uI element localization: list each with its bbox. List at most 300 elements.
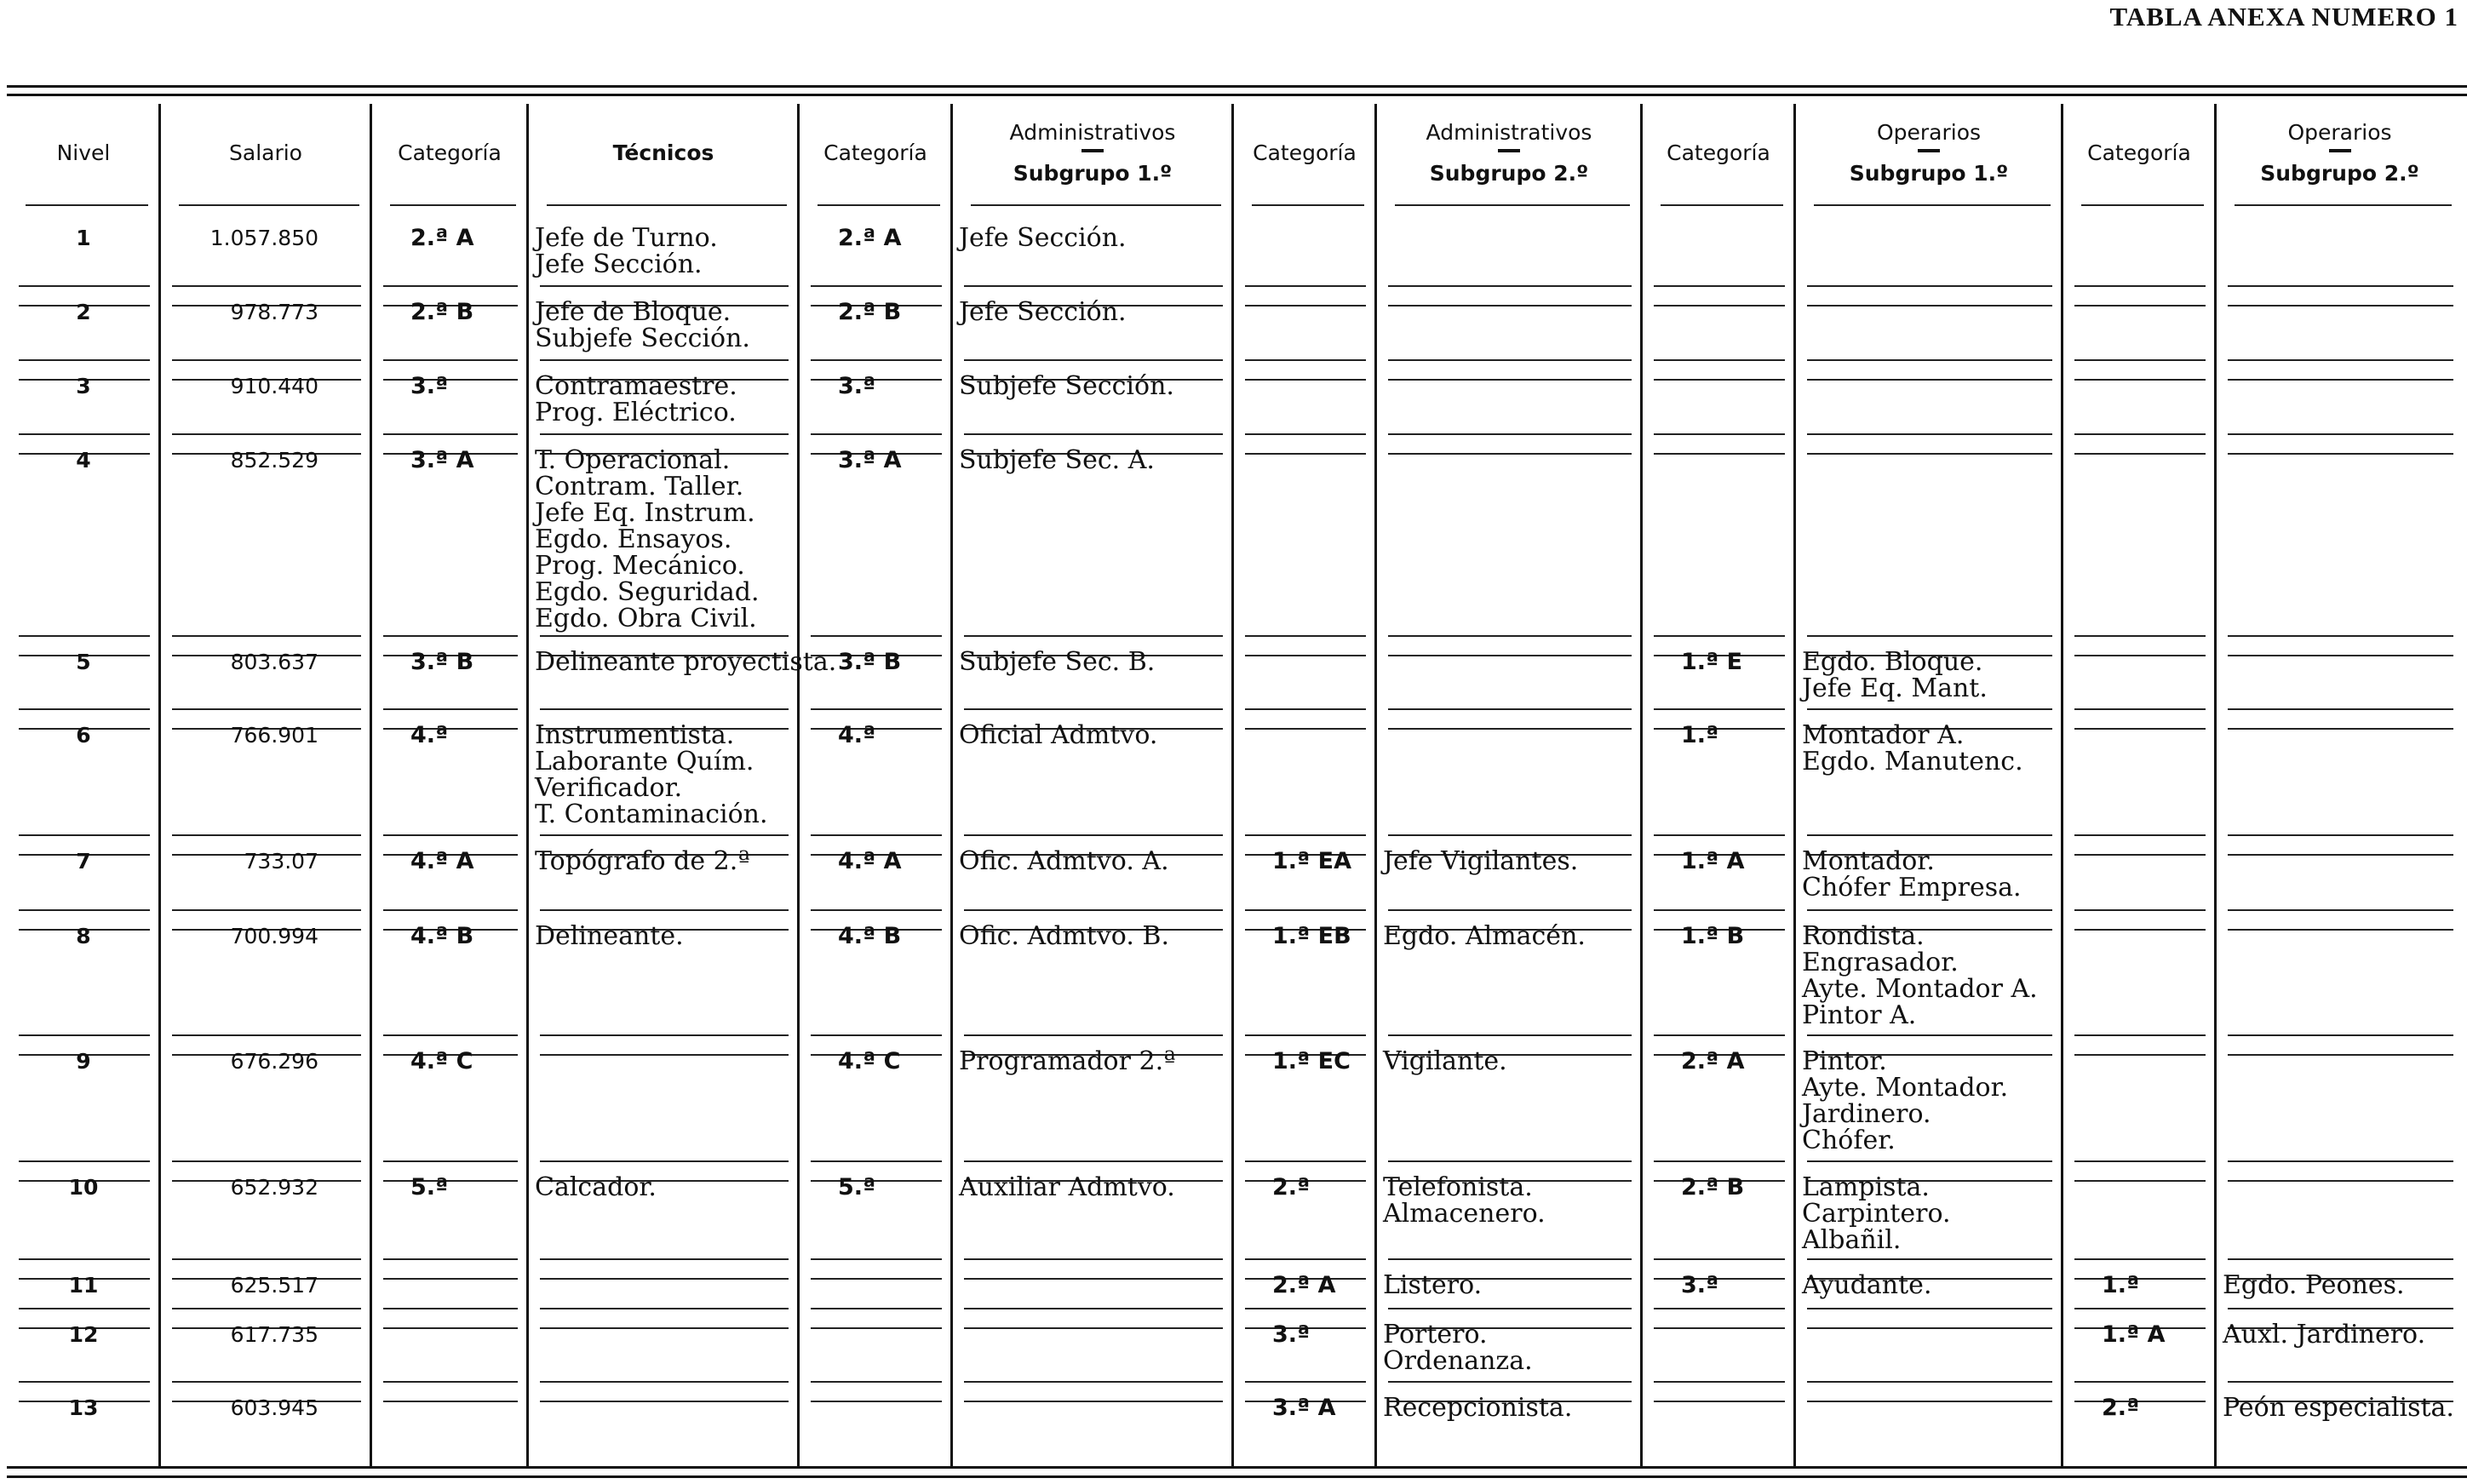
cell-salario-13: 603.945 [230, 1395, 318, 1420]
row-top-rule [540, 285, 789, 287]
row-top-rule [383, 635, 518, 637]
row-separator [2228, 379, 2453, 381]
header-underline [1395, 204, 1630, 206]
row-top-rule [2228, 708, 2453, 710]
row-separator [2228, 929, 2453, 931]
row-top-rule [2074, 708, 2206, 710]
cell-line: Chófer Empresa. [1802, 873, 2022, 902]
row-top-rule [1388, 1308, 1632, 1309]
row-top-rule [172, 834, 361, 836]
cell-line: Jefe Eq. Mant. [1802, 673, 1988, 703]
cell-cat_tec-7: 4.ª A [410, 848, 474, 874]
row-top-rule [172, 1308, 361, 1309]
cell-line: Albañil. [1802, 1225, 1902, 1255]
cell-line: Telefonista. [1383, 1172, 1533, 1202]
cell-line: Prog. Mecánico. [535, 551, 745, 581]
row-top-rule [1245, 359, 1366, 361]
cell-cat_adm2-8: 1.ª EB [1272, 923, 1351, 949]
row-top-rule [1245, 1160, 1366, 1162]
cell-line: Jefe Eq. Instrum. [535, 498, 755, 528]
cell-adm2-13 [1376, 1395, 1642, 1421]
cell-adm2-8 [1376, 923, 1642, 949]
cell-cat_tec-9: 4.ª C [410, 1048, 473, 1074]
col-administrativos-1 [952, 102, 1233, 1464]
row-top-rule [1245, 1258, 1366, 1260]
cell-line: Jefe de Turno. [535, 223, 718, 253]
row-top-rule [1654, 1381, 1785, 1383]
row-separator [1807, 1327, 2052, 1329]
cell-line: Listero. [1383, 1270, 1483, 1300]
cell-cat_adm1-8: 4.ª B [838, 923, 902, 949]
row-separator [2074, 305, 2206, 307]
row-top-rule [2228, 1034, 2453, 1036]
cell-line: Contram. Taller. [535, 472, 744, 501]
header-underline [818, 204, 940, 206]
row-separator [2228, 1180, 2453, 1182]
column-divider [1793, 104, 1796, 1466]
row-top-rule [540, 909, 789, 911]
header-underline [547, 204, 787, 206]
row-top-rule [964, 1308, 1223, 1309]
cell-line: Calcador. [535, 1172, 657, 1202]
header-underline [2235, 204, 2452, 206]
row-top-rule [383, 285, 518, 287]
cell-cat_adm1-5: 3.ª B [838, 649, 902, 675]
cell-line: Jefe de Bloque. [535, 297, 731, 327]
row-top-rule [964, 433, 1223, 435]
row-separator [964, 1278, 1223, 1280]
cell-cat_adm1-10: 5.ª [838, 1174, 876, 1200]
row-top-rule [383, 1308, 518, 1309]
row-top-rule [2228, 1308, 2453, 1309]
row-top-rule [964, 359, 1223, 361]
row-top-rule [19, 359, 150, 361]
row-top-rule [2228, 359, 2453, 361]
row-top-rule [383, 1034, 518, 1036]
cell-line: Jefe Sección. [959, 297, 1127, 327]
row-top-rule [540, 1034, 789, 1036]
row-top-rule [811, 285, 942, 287]
cell-line: Egdo. Almacén. [1383, 921, 1586, 951]
cell-cat_adm1-9: 4.ª C [838, 1048, 901, 1074]
col-operarios-1 [1795, 102, 2063, 1464]
col-categoria-tecnicos [371, 102, 528, 1464]
cell-nivel-3: 3 [76, 374, 91, 398]
column-header [160, 102, 371, 204]
cell-line: Jefe Sección. [535, 249, 703, 279]
row-top-rule [811, 1160, 942, 1162]
row-top-rule [1388, 1034, 1632, 1036]
row-top-rule [172, 635, 361, 637]
row-top-rule [1807, 1160, 2052, 1162]
header-label: Administrativos [1426, 120, 1592, 145]
row-top-rule [2228, 285, 2453, 287]
cell-line: Subjefe Sec. B. [959, 647, 1156, 677]
row-top-rule [2228, 1258, 2453, 1260]
col-nivel [7, 102, 160, 1464]
column-header [2063, 102, 2216, 204]
cell-op2-12 [2216, 1321, 2464, 1348]
header-dash [2329, 149, 2351, 152]
row-separator [540, 1054, 789, 1056]
row-separator [1388, 728, 1632, 730]
cell-nivel-1: 1 [76, 226, 91, 250]
cell-adm1-2 [952, 299, 1233, 325]
cell-cat_op1-10: 2.ª B [1681, 1174, 1745, 1200]
cell-line: Ofic. Admtvo. A. [959, 846, 1169, 876]
header-label: Salario [229, 140, 302, 165]
col-categoria-adm1 [799, 102, 952, 1464]
row-top-rule [2228, 433, 2453, 435]
row-top-rule [19, 1308, 150, 1309]
cell-line: Montador. [1802, 846, 1935, 876]
cell-line: Subjefe Sección. [959, 371, 1174, 401]
row-top-rule [2074, 1160, 2206, 1162]
cell-line: Auxl. Jardinero. [2223, 1320, 2426, 1349]
cell-line: Oficial Admtvo. [959, 720, 1158, 750]
cell-salario-2: 978.773 [230, 300, 318, 324]
cell-op2-11 [2216, 1272, 2464, 1298]
row-top-rule [964, 909, 1223, 911]
row-separator [1654, 305, 1785, 307]
row-top-rule [2074, 834, 2206, 836]
cell-tecnicos-4 [528, 447, 799, 632]
row-separator [383, 1401, 518, 1402]
row-top-rule [1245, 1381, 1366, 1383]
cell-cat_op2-11: 1.ª [2102, 1272, 2140, 1298]
row-top-rule [19, 909, 150, 911]
cell-line: Topógrafo de 2.ª [535, 846, 750, 876]
bottom-rule-2 [7, 1475, 2467, 1478]
row-top-rule [19, 708, 150, 710]
header-label: Categoría [2087, 140, 2191, 165]
cell-adm1-7 [952, 848, 1233, 874]
row-separator [2074, 1180, 2206, 1182]
cell-line: Portero. [1383, 1320, 1488, 1349]
row-top-rule [1388, 635, 1632, 637]
row-top-rule [540, 433, 789, 435]
row-top-rule [383, 708, 518, 710]
cell-adm1-8 [952, 923, 1233, 949]
cell-nivel-4: 4 [76, 448, 91, 473]
column-header [371, 102, 528, 204]
row-top-rule [172, 285, 361, 287]
row-top-rule [1807, 1308, 2052, 1309]
row-top-rule [2074, 1034, 2206, 1036]
cell-cat_adm2-7: 1.ª EA [1272, 848, 1352, 874]
row-top-rule [540, 359, 789, 361]
row-top-rule [2074, 285, 2206, 287]
row-separator [811, 1278, 942, 1280]
row-top-rule [964, 1160, 1223, 1162]
row-separator [2228, 854, 2453, 856]
header-label: Categoría [398, 140, 502, 165]
row-separator [964, 1327, 1223, 1329]
cell-cat_adm1-3: 3.ª [838, 373, 876, 399]
cell-tecnicos-5 [528, 647, 837, 677]
header-underline [390, 204, 516, 206]
cell-cat_op1-9: 2.ª A [1681, 1048, 1745, 1074]
cell-tecnicos-1 [528, 225, 799, 278]
cell-line: Instrumentista. [535, 720, 735, 750]
cell-op1-6 [1795, 722, 2063, 775]
row-top-rule [19, 433, 150, 435]
row-top-rule [172, 1160, 361, 1162]
cell-line: Ofic. Admtvo. B. [959, 921, 1169, 951]
column-header [2216, 102, 2464, 204]
cell-nivel-2: 2 [76, 300, 91, 324]
cell-cat_tec-6: 4.ª [410, 722, 449, 748]
cell-line: Egdo. Ensayos. [535, 524, 732, 554]
row-top-rule [383, 909, 518, 911]
row-top-rule [383, 1258, 518, 1260]
row-top-rule [1807, 909, 2052, 911]
cell-adm1-4 [952, 447, 1233, 473]
cell-line: Delineante proyectista. [535, 647, 837, 677]
row-separator [1245, 728, 1366, 730]
cell-line: Jefe Vigilantes. [1383, 846, 1579, 876]
cell-line: Ayte. Montador. [1802, 1073, 2009, 1103]
row-top-rule [1245, 635, 1366, 637]
row-separator [2228, 1054, 2453, 1056]
row-top-rule [1654, 1308, 1785, 1309]
cell-nivel-6: 6 [76, 723, 91, 748]
row-top-rule [172, 1258, 361, 1260]
row-top-rule [172, 708, 361, 710]
row-separator [2228, 655, 2453, 656]
column-header [528, 102, 799, 204]
row-top-rule [1388, 433, 1632, 435]
column-header [1795, 102, 2063, 204]
cell-line: Rondista. [1802, 921, 1925, 951]
column-header [7, 102, 160, 204]
row-top-rule [1654, 909, 1785, 911]
cell-line: Ordenanza. [1383, 1346, 1533, 1376]
cell-cat_adm1-1: 2.ª A [838, 225, 902, 251]
row-separator [2074, 1054, 2206, 1056]
row-top-rule [1245, 834, 1366, 836]
row-top-rule [811, 1258, 942, 1260]
cell-op1-7 [1795, 848, 2063, 901]
row-separator [1654, 1401, 1785, 1402]
cell-cat_op2-13: 2.ª [2102, 1395, 2140, 1421]
cell-cat_tec-8: 4.ª B [410, 923, 474, 949]
page-title: TABLA ANEXA NUMERO 1 [2109, 2, 2458, 32]
row-top-rule [540, 635, 789, 637]
header-sublabel: Subgrupo 1.º [1013, 161, 1173, 186]
cell-salario-9: 676.296 [230, 1049, 318, 1074]
cell-line: Egdo. Peones. [2223, 1270, 2405, 1300]
row-top-rule [1245, 909, 1366, 911]
row-separator [2074, 728, 2206, 730]
cell-salario-7: 733.07 [244, 849, 318, 874]
row-top-rule [1388, 834, 1632, 836]
cell-cat_adm1-4: 3.ª A [838, 447, 902, 473]
header-dash [1918, 149, 1940, 152]
cell-cat_adm2-13: 3.ª A [1272, 1395, 1336, 1421]
cell-cat_tec-5: 3.ª B [410, 649, 474, 675]
row-top-rule [383, 433, 518, 435]
cell-line: Egdo. Manutenc. [1802, 747, 2023, 776]
cell-line: Programador 2.ª [959, 1046, 1176, 1076]
cell-adm1-1 [952, 225, 1233, 251]
cell-nivel-12: 12 [68, 1322, 99, 1347]
row-top-rule [2228, 1381, 2453, 1383]
header-sublabel: Subgrupo 2.º [1429, 161, 1589, 186]
row-separator [1807, 379, 2052, 381]
header-dash [1498, 149, 1520, 152]
row-separator [383, 1278, 518, 1280]
row-top-rule [811, 433, 942, 435]
cell-line: Pintor. [1802, 1046, 1887, 1076]
cell-line: Ayudante. [1802, 1270, 1932, 1300]
row-top-rule [1245, 1308, 1366, 1309]
header-underline [1661, 204, 1783, 206]
row-top-rule [964, 285, 1223, 287]
header-underline [1252, 204, 1364, 206]
row-separator [1807, 1401, 2052, 1402]
row-separator [1245, 305, 1366, 307]
col-administrativos-2 [1376, 102, 1642, 1464]
cell-cat_adm1-6: 4.ª [838, 722, 876, 748]
row-separator [1388, 453, 1632, 455]
row-separator [2228, 305, 2453, 307]
column-divider [1231, 104, 1234, 1466]
cell-line: Auxiliar Admtvo. [959, 1172, 1175, 1202]
row-top-rule [1807, 1034, 2052, 1036]
cell-adm1-10 [952, 1174, 1233, 1200]
column-divider [1374, 104, 1377, 1466]
row-top-rule [383, 834, 518, 836]
header-sublabel: Subgrupo 2.º [2260, 161, 2419, 186]
header-label: Nivel [56, 140, 111, 165]
cell-salario-4: 852.529 [230, 448, 318, 473]
row-top-rule [2074, 433, 2206, 435]
cell-nivel-5: 5 [76, 650, 91, 674]
row-top-rule [2074, 359, 2206, 361]
cell-salario-11: 625.517 [230, 1273, 318, 1298]
cell-cat_tec-4: 3.ª A [410, 447, 474, 473]
cell-cat_adm2-11: 2.ª A [1272, 1272, 1336, 1298]
column-divider [1640, 104, 1643, 1466]
cell-cat_adm2-12: 3.ª [1272, 1321, 1311, 1348]
row-separator [540, 1401, 789, 1402]
row-top-rule [172, 433, 361, 435]
bottom-rule [7, 1466, 2467, 1469]
row-top-rule [2228, 1160, 2453, 1162]
header-underline [2081, 204, 2204, 206]
row-top-rule [811, 834, 942, 836]
column-divider [2061, 104, 2063, 1466]
cell-nivel-8: 8 [76, 924, 91, 948]
row-top-rule [540, 1160, 789, 1162]
row-top-rule [1807, 708, 2052, 710]
column-header [1376, 102, 1642, 204]
cell-line: Carpintero. [1802, 1199, 1951, 1229]
row-separator [1654, 453, 1785, 455]
row-top-rule [964, 708, 1223, 710]
row-separator [2074, 655, 2206, 656]
row-top-rule [811, 635, 942, 637]
row-top-rule [172, 1034, 361, 1036]
cell-salario-10: 652.932 [230, 1175, 318, 1200]
cell-salario-6: 766.901 [230, 723, 318, 748]
row-separator [811, 1327, 942, 1329]
cell-line: Egdo. Bloque. [1802, 647, 1983, 677]
cell-tecnicos-3 [528, 373, 799, 426]
cell-cat_op1-8: 1.ª B [1681, 923, 1745, 949]
cell-op1-5 [1795, 649, 2063, 702]
cell-line: Egdo. Seguridad. [535, 577, 760, 607]
row-top-rule [383, 1381, 518, 1383]
row-top-rule [19, 285, 150, 287]
header-dash [1081, 149, 1104, 152]
row-top-rule [19, 834, 150, 836]
col-operarios-2 [2216, 102, 2464, 1464]
row-top-rule [1807, 285, 2052, 287]
cell-adm1-3 [952, 373, 1233, 399]
row-top-rule [1654, 285, 1785, 287]
cell-line: Egdo. Obra Civil. [535, 604, 757, 633]
top-rule [7, 85, 2467, 88]
row-top-rule [540, 708, 789, 710]
cell-op1-8 [1795, 923, 2063, 1028]
row-top-rule [1388, 1381, 1632, 1383]
cell-line: Engrasador. [1802, 948, 1959, 977]
header-label: Operarios [1876, 120, 1982, 145]
row-separator [2074, 379, 2206, 381]
row-top-rule [1807, 1258, 2052, 1260]
cell-cat_adm1-7: 4.ª A [838, 848, 902, 874]
cell-op1-9 [1795, 1048, 2063, 1154]
row-separator [2228, 453, 2453, 455]
row-top-rule [1654, 433, 1785, 435]
row-top-rule [1388, 1160, 1632, 1162]
row-top-rule [1807, 834, 2052, 836]
row-top-rule [2074, 1308, 2206, 1309]
row-top-rule [19, 1160, 150, 1162]
row-separator [1245, 379, 1366, 381]
row-top-rule [540, 834, 789, 836]
row-top-rule [1245, 708, 1366, 710]
cell-adm1-5 [952, 649, 1233, 675]
row-top-rule [1245, 285, 1366, 287]
cell-line: Chófer. [1802, 1126, 1896, 1155]
cell-adm1-9 [952, 1048, 1233, 1074]
row-top-rule [172, 359, 361, 361]
header-label: Categoría [823, 140, 927, 165]
cell-nivel-13: 13 [68, 1395, 99, 1420]
cell-cat_op2-12: 1.ª A [2102, 1321, 2166, 1348]
cell-line: Subjefe Sec. A. [959, 445, 1155, 475]
cell-cat_op1-5: 1.ª E [1681, 649, 1743, 675]
row-top-rule [1245, 433, 1366, 435]
row-separator [1245, 655, 1366, 656]
cell-line: Pintor A. [1802, 1000, 1917, 1030]
cell-line: Vigilante. [1383, 1046, 1507, 1076]
row-top-rule [1807, 635, 2052, 637]
cell-tecnicos-6 [528, 722, 799, 828]
cell-nivel-9: 9 [76, 1049, 91, 1074]
cell-cat_tec-1: 2.ª A [410, 225, 474, 251]
cell-line: Peón especialista. [2223, 1393, 2454, 1423]
row-top-rule [2074, 1258, 2206, 1260]
cell-op2-13 [2216, 1395, 2464, 1421]
row-top-rule [1388, 708, 1632, 710]
cell-line: T. Operacional. [535, 445, 731, 475]
row-top-rule [1807, 1381, 2052, 1383]
cell-op1-10 [1795, 1174, 2063, 1253]
